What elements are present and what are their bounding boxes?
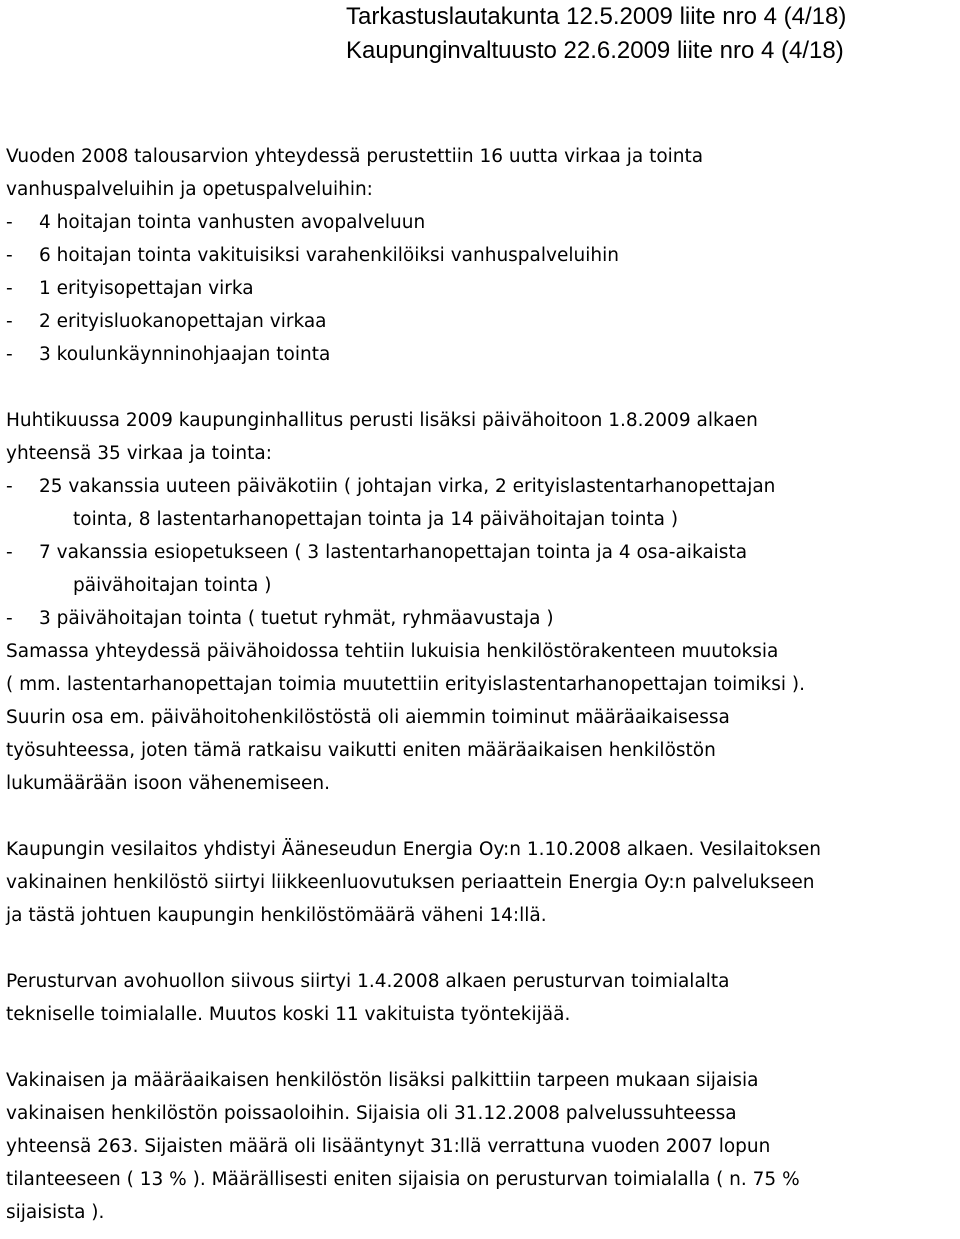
p1-line: vanhuspalveluihin ja opetuspalveluihin: <box>6 179 373 200</box>
p4-line: tekniselle toimialalle. Muutos koski 11 vakituista työntekijää. <box>6 1004 571 1025</box>
list-dash: - <box>6 476 13 497</box>
list-item-continuation: tointa, 8 lastentarhanopettajan tointa ja 14 päivähoitajan tointa ) <box>73 509 679 530</box>
list-item <box>6 470 960 503</box>
paragraph-gap <box>6 1031 960 1064</box>
list-item-text: 2 erityisluokanopettajan virkaa <box>39 311 327 332</box>
list-dash: - <box>6 212 13 233</box>
p3-line: Kaupungin vesilaitos yhdistyi Ääneseudun Energia Oy:n 1.10.2008 alkaen. Vesilaitoksen <box>6 839 822 860</box>
list-item-text: 3 koulunkäynninohjaajan tointa <box>39 344 331 365</box>
p5-line: sijaisista ). <box>6 1202 105 1223</box>
list-item-text: 3 päivähoitajan tointa ( tuetut ryhmät, ryhmäavustaja ) <box>39 608 554 629</box>
document-body <box>6 140 960 1229</box>
list-dash: - <box>6 311 13 332</box>
header-line-tarkastuslautakunta: Tarkastuslautakunta 12.5.2009 liite nro 4 (4/18) <box>346 3 847 30</box>
p5-line: Vakinaisen ja määräaikaisen henkilöstön lisäksi palkittiin tarpeen mukaan sijaisia <box>6 1070 759 1091</box>
document-header <box>346 0 946 68</box>
p2-line: Samassa yhteydessä päivähoidossa tehtiin lukuisia henkilöstörakenteen muutoksia <box>6 641 779 662</box>
list-item <box>6 206 960 239</box>
p5-line: yhteensä 263. Sijaisten määrä oli lisääntynyt 31:llä verrattuna vuoden 2007 lopun <box>6 1136 771 1157</box>
list-item <box>6 272 960 305</box>
p3-line: ja tästä johtuen kaupungin henkilöstömäärä väheni 14:llä. <box>6 905 547 926</box>
list-item-text: 25 vakanssia uuteen päiväkotiin ( johtajan virka, 2 erityislastentarhanopettajan <box>39 476 776 497</box>
list-item <box>6 305 960 338</box>
list-item-continuation: päivähoitajan tointa ) <box>73 575 272 596</box>
p2-line: Huhtikuussa 2009 kaupunginhallitus perusti lisäksi päivähoitoon 1.8.2009 alkaen <box>6 410 758 431</box>
paragraph-gap <box>6 932 960 965</box>
p2-line: työsuhteessa, joten tämä ratkaisu vaikutti eniten määräaikaisen henkilöstön <box>6 740 716 761</box>
list-item-text: 7 vakanssia esiopetukseen ( 3 lastentarhanopettajan tointa ja 4 osa-aikaista <box>39 542 748 563</box>
p5-line: tilanteeseen ( 13 % ). Määrällisesti eniten sijaisia on perusturvan toimialalla ( n. 75 % <box>6 1169 800 1190</box>
p2-line: lukumäärään isoon vähenemiseen. <box>6 773 331 794</box>
list-dash: - <box>6 278 13 299</box>
p5-line: vakinaisen henkilöstön poissaoloihin. Sijaisia oli 31.12.2008 palvelussuhteessa <box>6 1103 737 1124</box>
p4-line: Perusturvan avohuollon siivous siirtyi 1.4.2008 alkaen perusturvan toimialalta <box>6 971 730 992</box>
list-item <box>6 602 960 635</box>
list-item <box>6 536 960 569</box>
p2-line: yhteensä 35 virkaa ja tointa: <box>6 443 272 464</box>
list-item <box>6 338 960 371</box>
p3-line: vakinainen henkilöstö siirtyi liikkeenluovutuksen periaattein Energia Oy:n palvelukseen <box>6 872 815 893</box>
list-dash: - <box>6 344 13 365</box>
list-dash: - <box>6 608 13 629</box>
p2-line: ( mm. lastentarhanopettajan toimia muutettiin erityislastentarhanopettajan toimiksi ). <box>6 674 805 695</box>
list-dash: - <box>6 245 13 266</box>
list-dash: - <box>6 542 13 563</box>
list-item-text: 4 hoitajan tointa vanhusten avopalveluun <box>39 212 426 233</box>
list-item-text: 1 erityisopettajan virka <box>39 278 254 299</box>
p1-line: Vuoden 2008 talousarvion yhteydessä perustettiin 16 uutta virkaa ja tointa <box>6 146 704 167</box>
paragraph-gap <box>6 800 960 833</box>
header-line-kaupunginvaltuusto: Kaupunginvaltuusto 22.6.2009 liite nro 4 (4/18) <box>346 37 844 64</box>
list-item <box>6 239 960 272</box>
p2-line: Suurin osa em. päivähoitohenkilöstöstä oli aiemmin toiminut määräaikaisessa <box>6 707 730 728</box>
paragraph-gap <box>6 371 960 404</box>
list-item-text: 6 hoitajan tointa vakituisiksi varahenkilöiksi vanhuspalveluihin <box>39 245 619 266</box>
